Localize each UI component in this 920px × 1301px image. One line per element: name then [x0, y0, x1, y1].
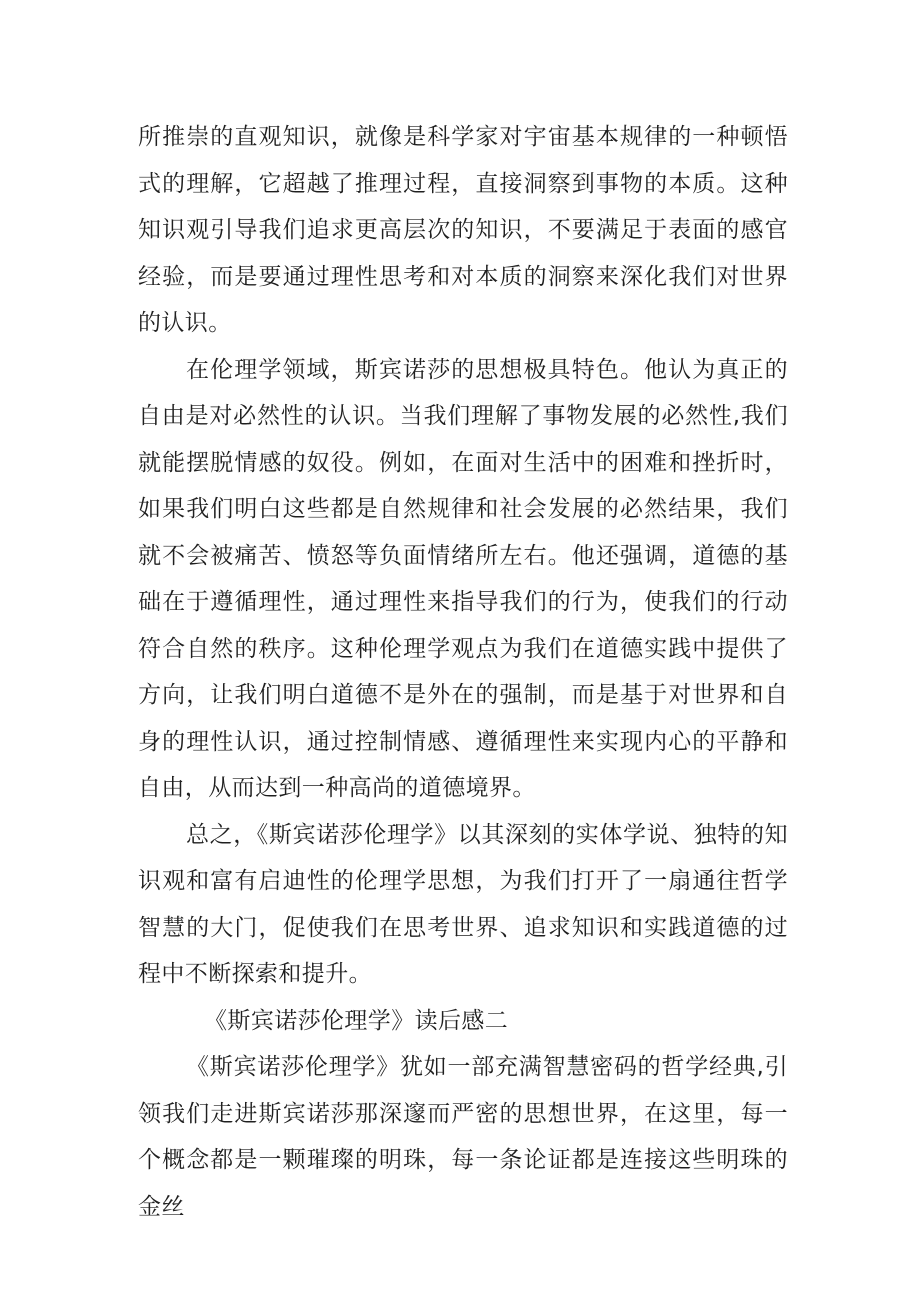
paragraph-second-essay-intro: 《斯宾诺莎伦理学》犹如一部充满智慧密码的哲学经典,引领我们走进斯宾诺莎那深邃而严密的思想世界，在这里，每一个概念都是一颗璀璨的明珠，每一条论证都是连接这些明珠的金丝 — [138, 1054, 788, 1220]
paragraph-conclusion: 总之，《斯宾诺莎伦理学》以其深刻的实体学说、独特的知识观和富有启迪性的伦理学思想，为我们打开了一扇通往哲学智慧的大门，促使我们在思考世界、追求知识和实践道德的过程中不断探索和提升。 — [138, 821, 788, 987]
paragraph-ethics: 在伦理学领域，斯宾诺莎的思想极具特色。他认为真正的自由是对必然性的认识。当我们理解了事物发展的必然性,我们就能摆脱情感的奴役。例如，在面对生活中的困难和挫折时，如果我们明白这些都是自然规律和社会发展的必然结果，我们就不会被痛苦、愤怒等负面情绪所左右。他还强调，道德的基础在于遵循理性，通过理性来指导我们的行为，使我们的行动符合自然的秩序。这种伦理学观点为我们在道德实践中提供了方向，让我们明白道德不是外在的强制，而是基于对世界和自身的理性认识，通过控制情感、遵循理性来实现内心的平静和自由，从而达到一种高尚的道德境界。 — [138, 356, 788, 801]
document-body — [138, 114, 788, 1230]
section-heading: 《斯宾诺莎伦理学》读后感二 — [204, 1007, 509, 1034]
paragraph-continuation: 所推崇的直观知识，就像是科学家对宇宙基本规律的一种顿悟式的理解，它超越了推理过程，直接洞察到事物的本质。这种知识观引导我们追求更高层次的知识，不要满足于表面的感官经验，而是要通过理性思考和对本质的洞察来深化我们对世界的认识。 — [138, 124, 788, 336]
